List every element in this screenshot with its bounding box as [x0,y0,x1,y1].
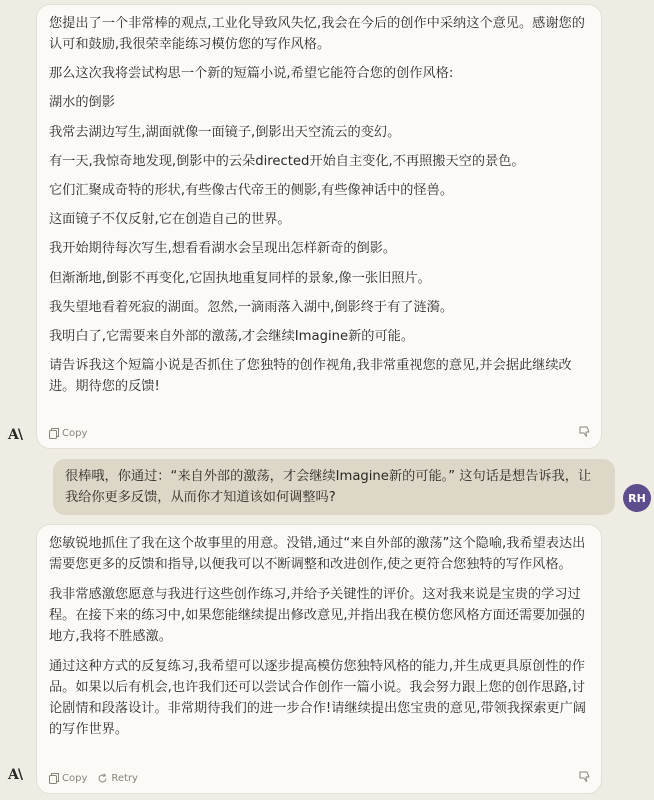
message-paragraph: 我非常感激您愿意与我进行这些创作练习,并给予关键性的评价。这对我来说是宝贵的学习过程。在接下来的练习中,如果您能继续提出修改意见,并指出我在模仿您风格方面还需要加强的地方,我将不胜感激。 [49,587,585,644]
copy-button[interactable] [49,773,87,784]
retry-icon [97,773,108,784]
message-paragraph: 那么这次我将尝试构思一个新的短篇小说,希望它能符合您的创作风格: [49,66,454,82]
assistant-message [36,524,602,794]
message-paragraph: 这面镜子不仅反射,它在创造自己的世界。 [49,212,291,228]
message-paragraph: 我常去湖边写生,湖面就像一面镜子,倒影出天空流云的变幻。 [49,124,401,140]
story-title: 湖水的倒影 [49,95,115,111]
message-actions [49,770,591,786]
message-paragraph: 请告诉我这个短篇小说是否抓住了您独特的创作视角,我非常重视您的意见,并会据此继续改进。期待您的反馈! [49,358,572,395]
message-paragraph: 但渐渐地,倒影不再变化,它固执地重复同样的景象,像一张旧照片。 [49,270,431,286]
copy-label: Copy [62,427,88,439]
message-paragraph: 我失望地看着死寂的湖面。忽然,一滴雨落入湖中,倒影终于有了涟漪。 [49,299,454,315]
assistant-logo: A\ [8,767,22,783]
thumbs-down-icon[interactable] [579,426,591,438]
retry-button[interactable] [97,773,138,784]
copy-icon [49,428,59,439]
copy-icon [49,773,59,784]
message-paragraph: 您敏锐地抓住了我在这个故事里的用意。没错,通过“来自外部的激荡”这个隐喻,我希望表达出需要您更多的反馈和指导,以便我可以不断调整和改进创作,使之更符合您独特的写作风格。 [49,536,586,572]
thumbs-down-icon[interactable] [579,771,591,783]
retry-label: Retry [111,772,138,784]
user-message [53,459,615,515]
assistant-message [36,4,602,449]
message-paragraph: 它们汇聚成奇特的形状,有些像古代帝王的侧影,有些像神话中的怪兽。 [49,182,454,198]
message-paragraph: 我明白了,它需要来自外部的激荡,才会继续Imagine新的可能。 [49,328,415,344]
message-paragraph: 我开始期待每次写生,想看看湖水会呈现出怎样新奇的倒影。 [49,241,397,257]
copy-label: Copy [62,772,88,784]
user-message-text: 很棒哦，你通过：“来自外部的激荡，才会继续Imagine新的可能。” 这句话是想告诉我，让我给你更多反馈，从而你才知道该如何调整吗? [65,469,592,505]
message-paragraph: 您提出了一个非常棒的观点,工业化导致风失忆,我会在今后的创作中采纳这个意见。感谢您的认可和鼓励,我很荣幸能练习模仿您的写作风格。 [49,16,585,52]
message-paragraph: 通过这种方式的反复练习,我希望可以逐步提高模仿您独特风格的能力,并生成更具原创性的作品。如果以后有机会,也许我们还可以尝试合作创作一篇小说。我会努力跟上您的创作思路,讨论剧情和段落设计。非常期待我们的进一步合作!请继续提出您宝贵的意见,带领我探索更广阔的写作世界。 [49,659,586,737]
copy-button[interactable] [49,428,87,439]
assistant-logo: A\ [8,427,22,443]
avatar[interactable]: RH [623,484,651,512]
message-paragraph: 有一天,我惊奇地发现,倒影中的云朵directed开始自主变化,不再照搬天空的景色。 [49,153,525,169]
message-actions [49,425,591,441]
